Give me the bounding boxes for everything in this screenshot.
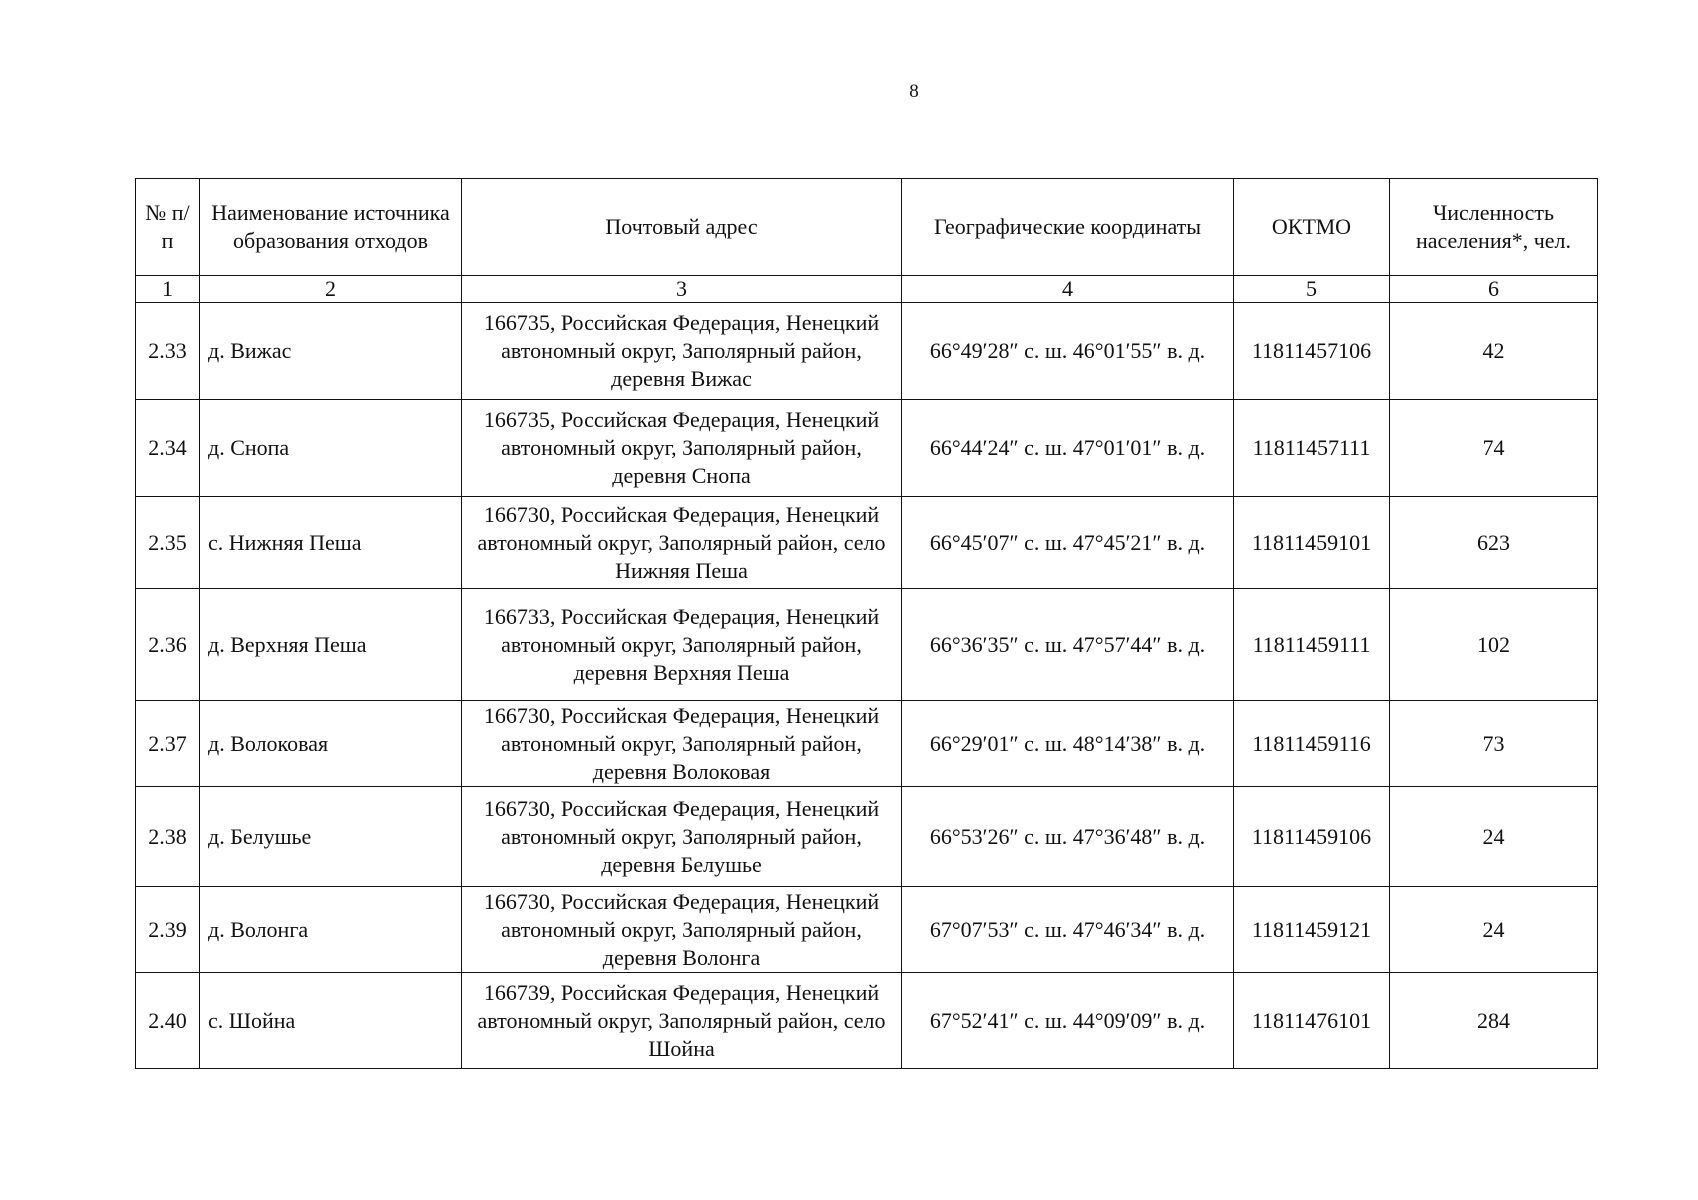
table-row <box>136 303 1598 400</box>
cell-source-name: д. Верхняя Пеша <box>200 589 462 701</box>
cell-oktmo: 11811459111 <box>1234 589 1390 701</box>
table-row <box>136 787 1598 887</box>
cell-coordinates: 66°29′01″ с. ш. 48°14′38″ в. д. <box>902 701 1234 787</box>
cell-postal-address: 166730, Российская Федерация, Ненецкий автономный округ, Заполярный район, село Нижняя Пеша <box>462 497 902 589</box>
column-number: 2 <box>200 276 462 303</box>
cell-postal-address: 166735, Российская Федерация, Ненецкий автономный округ, Заполярный район, деревня Снопа <box>462 400 902 497</box>
cell-source-name: с. Шойна <box>200 973 462 1069</box>
cell-number: 2.34 <box>136 400 200 497</box>
cell-oktmo: 11811459106 <box>1234 787 1390 887</box>
cell-population: 73 <box>1390 701 1598 787</box>
cell-number: 2.38 <box>136 787 200 887</box>
cell-postal-address: 166733, Российская Федерация, Ненецкий автономный округ, Заполярный район, деревня Верхняя Пеша <box>462 589 902 701</box>
cell-oktmo: 11811457111 <box>1234 400 1390 497</box>
cell-source-name: д. Белушье <box>200 787 462 887</box>
cell-population: 24 <box>1390 787 1598 887</box>
cell-coordinates: 66°44′24″ с. ш. 47°01′01″ в. д. <box>902 400 1234 497</box>
header-row <box>136 179 1598 276</box>
column-number: 6 <box>1390 276 1598 303</box>
column-number: 4 <box>902 276 1234 303</box>
cell-number: 2.35 <box>136 497 200 589</box>
cell-population: 102 <box>1390 589 1598 701</box>
header-oktmo: ОКТМО <box>1234 179 1390 276</box>
cell-coordinates: 66°36′35″ с. ш. 47°57′44″ в. д. <box>902 589 1234 701</box>
cell-coordinates: 66°53′26″ с. ш. 47°36′48″ в. д. <box>902 787 1234 887</box>
cell-source-name: д. Вижас <box>200 303 462 400</box>
column-number: 5 <box>1234 276 1390 303</box>
table-row <box>136 497 1598 589</box>
cell-oktmo: 11811457106 <box>1234 303 1390 400</box>
cell-population: 284 <box>1390 973 1598 1069</box>
header-population: Численность населения*, чел. <box>1390 179 1598 276</box>
cell-number: 2.40 <box>136 973 200 1069</box>
header-coordinates: Географические координаты <box>902 179 1234 276</box>
cell-number: 2.37 <box>136 701 200 787</box>
cell-postal-address: 166739, Российская Федерация, Ненецкий автономный округ, Заполярный район, село Шойна <box>462 973 902 1069</box>
cell-source-name: с. Нижняя Пеша <box>200 497 462 589</box>
cell-postal-address: 166735, Российская Федерация, Ненецкий автономный округ, Заполярный район, деревня Вижас <box>462 303 902 400</box>
table-row <box>136 589 1598 701</box>
cell-postal-address: 166730, Российская Федерация, Ненецкий автономный округ, Заполярный район, деревня Белушье <box>462 787 902 887</box>
table-body <box>136 303 1598 1069</box>
header-number: № п/п <box>136 179 200 276</box>
cell-coordinates: 67°07′53″ с. ш. 47°46′34″ в. д. <box>902 887 1234 973</box>
cell-coordinates: 66°49′28″ с. ш. 46°01′55″ в. д. <box>902 303 1234 400</box>
cell-oktmo: 11811476101 <box>1234 973 1390 1069</box>
cell-number: 2.33 <box>136 303 200 400</box>
cell-postal-address: 166730, Российская Федерация, Ненецкий автономный округ, Заполярный район, деревня Волонга <box>462 887 902 973</box>
cell-population: 74 <box>1390 400 1598 497</box>
cell-source-name: д. Волоковая <box>200 701 462 787</box>
cell-source-name: д. Волонга <box>200 887 462 973</box>
cell-population: 623 <box>1390 497 1598 589</box>
column-number: 1 <box>136 276 200 303</box>
settlements-table <box>135 178 1598 1069</box>
cell-population: 42 <box>1390 303 1598 400</box>
cell-oktmo: 11811459101 <box>1234 497 1390 589</box>
cell-postal-address: 166730, Российская Федерация, Ненецкий автономный округ, Заполярный район, деревня Волоковая <box>462 701 902 787</box>
cell-coordinates: 67°52′41″ с. ш. 44°09′09″ в. д. <box>902 973 1234 1069</box>
column-number: 3 <box>462 276 902 303</box>
header-postal-address: Почтовый адрес <box>462 179 902 276</box>
table-row <box>136 973 1598 1069</box>
cell-oktmo: 11811459121 <box>1234 887 1390 973</box>
cell-oktmo: 11811459116 <box>1234 701 1390 787</box>
table-row <box>136 887 1598 973</box>
cell-source-name: д. Снопа <box>200 400 462 497</box>
column-number-row <box>136 276 1598 303</box>
cell-coordinates: 66°45′07″ с. ш. 47°45′21″ в. д. <box>902 497 1234 589</box>
cell-population: 24 <box>1390 887 1598 973</box>
cell-number: 2.39 <box>136 887 200 973</box>
header-source-name: Наименование источника образования отходов <box>200 179 462 276</box>
table-row <box>136 400 1598 497</box>
table-row <box>136 701 1598 787</box>
cell-number: 2.36 <box>136 589 200 701</box>
page-number: 8 <box>909 81 919 102</box>
